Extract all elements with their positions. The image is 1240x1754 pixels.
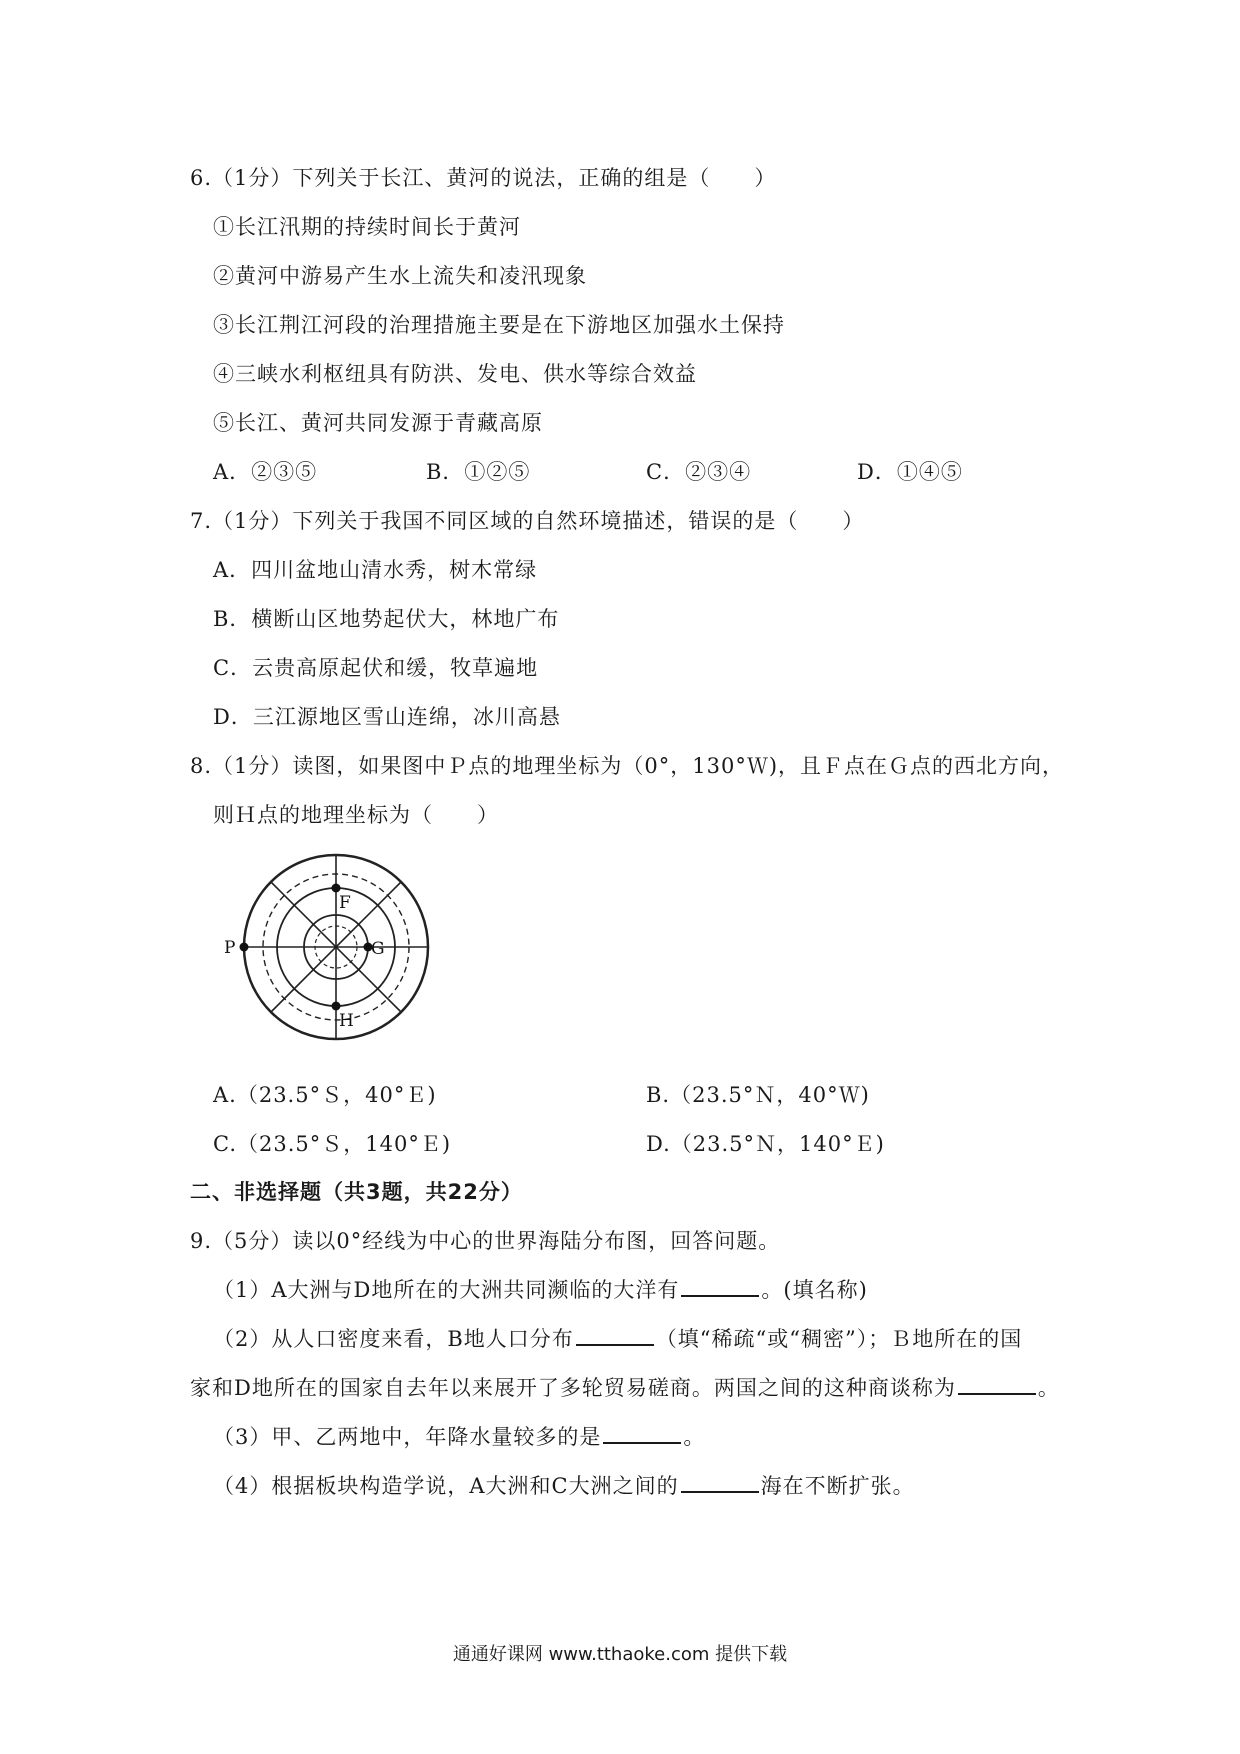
q6-option-a: A．②③⑤ bbox=[213, 460, 318, 484]
q9-part2-cont bbox=[190, 1372, 1060, 1402]
answer-blank-2[interactable] bbox=[576, 1343, 654, 1346]
q6-option-b: B．①②⑤ bbox=[426, 460, 531, 484]
point-h bbox=[332, 1002, 341, 1011]
q7-option-d: D．三江源地区雪山连绵，冰川高悬 bbox=[213, 705, 561, 729]
q6-stem: 6.（1分）下列关于长江、黄河的说法，正确的组是（ ） bbox=[190, 166, 777, 190]
q7-option-b: B．横断山区地势起伏大，林地广布 bbox=[213, 607, 560, 631]
q8-option-d: D.（23.5°Ｎ，140°Ｅ) bbox=[646, 1132, 885, 1156]
q8-stem-line2: 则Ｈ点的地理坐标为（ ） bbox=[213, 803, 499, 827]
q9-part4 bbox=[213, 1470, 915, 1500]
q7-option-a: A．四川盆地山清水秀，树木常绿 bbox=[213, 558, 538, 582]
q7-option-c: C．云贵高原起伏和缓，牧草遍地 bbox=[213, 656, 539, 680]
answer-blank-4[interactable] bbox=[603, 1441, 681, 1444]
q9-part2-text-b: （填“稀疏“或“稠密”）；Ｂ地所在的国 bbox=[655, 1327, 1023, 1351]
q8-option-b: B.（23.5°Ｎ，40°Ｗ) bbox=[646, 1083, 870, 1107]
q6-item-3: ③长江荆江河段的治理措施主要是在下游地区加强水土保持 bbox=[213, 313, 785, 337]
q9-part4-text-b: 海在不断扩张。 bbox=[760, 1474, 915, 1498]
label-f: F bbox=[339, 893, 351, 913]
q8-option-a: A.（23.5°Ｓ，40°Ｅ) bbox=[213, 1083, 437, 1107]
q6-item-1: ①长江汛期的持续时间长于黄河 bbox=[213, 215, 521, 239]
q9-part3-text-a: （3）甲、乙两地中，年降水量较多的是 bbox=[213, 1425, 602, 1449]
label-g: G bbox=[371, 939, 385, 959]
q9-part1-text-b: 。(填名称) bbox=[761, 1278, 868, 1302]
q9-part3-text-b: 。 bbox=[683, 1425, 706, 1449]
answer-blank-1[interactable] bbox=[681, 1294, 759, 1297]
q6-item-5: ⑤长江、黄河共同发源于青藏高原 bbox=[213, 411, 543, 435]
answer-blank-3[interactable] bbox=[958, 1392, 1036, 1395]
q9-stem: 9.（5分）读以0°经线为中心的世界海陆分布图，回答问题。 bbox=[190, 1229, 781, 1253]
q9-part3 bbox=[213, 1421, 705, 1451]
q6-option-c: C．②③④ bbox=[646, 460, 752, 484]
footer-credit: 通通好课网 www.tthaoke.com 提供下载 bbox=[452, 1644, 788, 1665]
section-heading: 二、非选择题（共3题，共22分） bbox=[190, 1180, 523, 1204]
answer-blank-5[interactable] bbox=[681, 1490, 759, 1493]
q6-item-4: ④三峡水利枢纽具有防洪、发电、供水等综合效益 bbox=[213, 362, 697, 386]
q7-stem: 7.（1分）下列关于我国不同区域的自然环境描述，错误的是（ ） bbox=[190, 509, 865, 533]
q8-stem-line1: 8.（1分）读图，如果图中Ｐ点的地理坐标为（0°，130°Ｗ)，且Ｆ点在Ｇ点的西北方向， bbox=[190, 754, 1065, 778]
label-p: P bbox=[224, 938, 236, 958]
q9-part2-text-c: 家和D地所在的国家自去年以来展开了多轮贸易磋商。两国之间的这种商谈称为 bbox=[190, 1376, 956, 1400]
polar-projection-diagram bbox=[222, 845, 452, 1045]
q9-part4-text-a: （4）根据板块构造学说，A大洲和C大洲之间的 bbox=[213, 1474, 679, 1498]
q8-option-c: C.（23.5°Ｓ，140°Ｅ) bbox=[213, 1132, 452, 1156]
q9-part2 bbox=[213, 1323, 1022, 1353]
q9-part1 bbox=[213, 1274, 868, 1304]
q6-item-2: ②黄河中游易产生水上流失和凌汛现象 bbox=[213, 264, 587, 288]
point-p bbox=[240, 943, 249, 952]
q9-part2-text-d: 。 bbox=[1037, 1376, 1060, 1400]
q9-part1-text-a: （1）A大洲与D地所在的大洲共同濒临的大洋有 bbox=[213, 1278, 680, 1302]
label-h: H bbox=[339, 1011, 354, 1031]
point-f bbox=[332, 884, 341, 893]
q9-part2-text-a: （2）从人口密度来看，B地人口分布 bbox=[213, 1327, 574, 1351]
q6-option-d: D．①④⑤ bbox=[857, 460, 963, 484]
